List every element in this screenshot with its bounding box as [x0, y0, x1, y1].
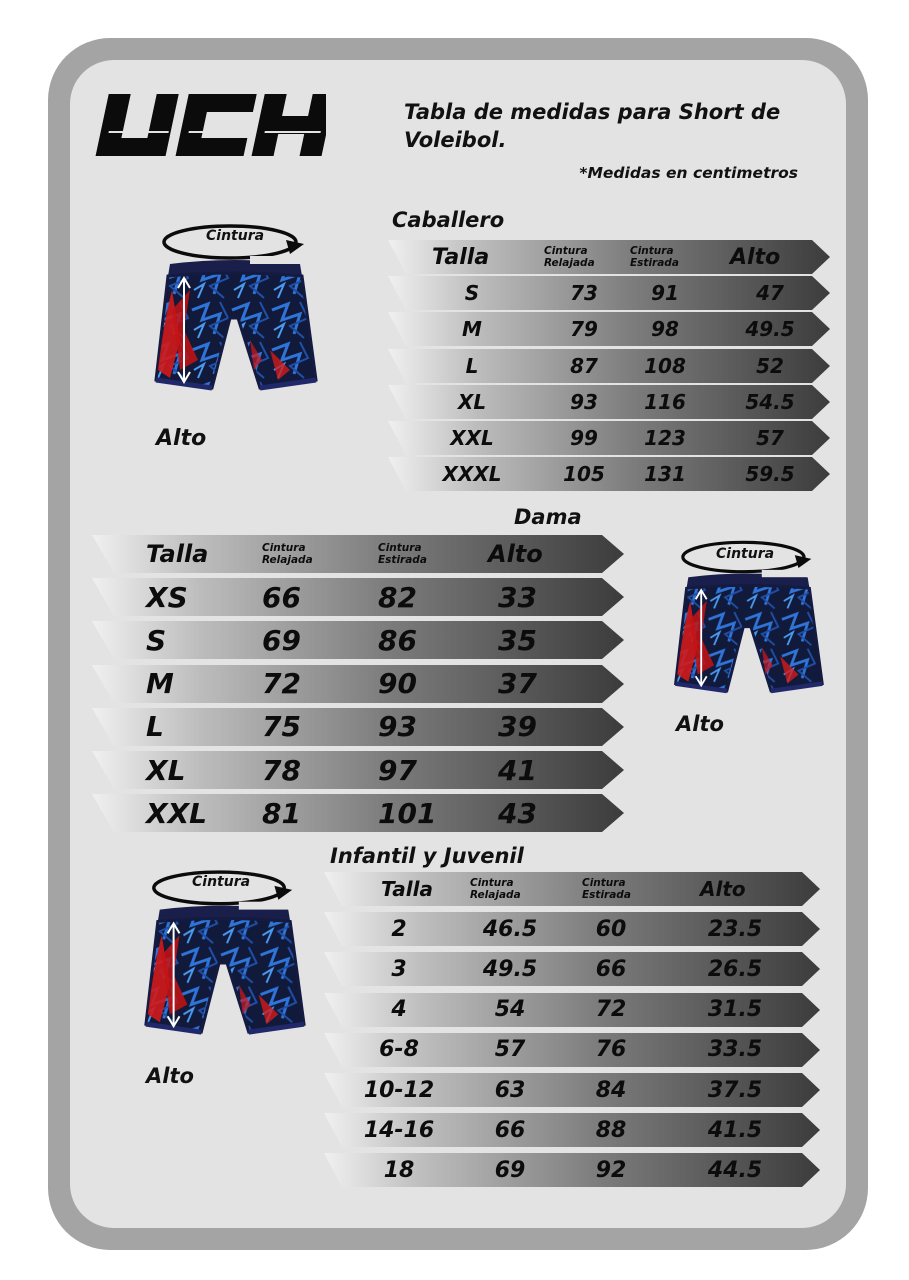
caballero-cell: XXL: [450, 426, 494, 450]
infantil-cell: 76: [595, 1037, 627, 1063]
infantil-cell: 33.5: [707, 1037, 763, 1063]
infantil-header-cintura-estirada: Cintura Estirada: [582, 877, 631, 901]
infantil-header-alto: Alto: [700, 877, 746, 901]
dama-header-cintura-relajada: Cintura Relajada: [262, 542, 313, 566]
height-label: Alto: [156, 426, 207, 451]
caballero-cell: M: [462, 317, 482, 342]
section-title-dama: Dama: [514, 505, 582, 529]
infantil-cell: 44.5: [707, 1157, 763, 1183]
caballero-cell: 98: [651, 317, 679, 342]
dama-cell: 93: [378, 710, 417, 744]
shorts-drawing: [150, 215, 320, 415]
infantil-cell: 63: [494, 1077, 526, 1103]
shorts-drawing: [670, 536, 826, 712]
dama-cell: 33: [498, 580, 537, 614]
dama-cell: M: [146, 667, 174, 701]
dama-cell: 101: [378, 796, 437, 830]
dama-cell: 39: [498, 710, 537, 744]
dama-cell: 82: [378, 580, 417, 614]
caballero-cell: 73: [570, 281, 598, 306]
caballero-cell: 79: [570, 317, 598, 342]
dama-cell: XS: [146, 580, 188, 614]
caballero-cell: 131: [644, 462, 686, 487]
infantil-cell: 37.5: [707, 1077, 763, 1103]
infantil-cell: 88: [595, 1117, 627, 1143]
infantil-cell: 57: [494, 1037, 526, 1063]
waist-label: Cintura: [716, 546, 775, 562]
caballero-header-talla: Talla: [432, 244, 490, 270]
infantil-cell: 46.5: [482, 916, 538, 942]
dama-cell: 90: [378, 667, 417, 701]
infantil-cell: 4: [391, 997, 407, 1023]
uch-logo: [94, 88, 326, 166]
infantil-header-talla: Talla: [381, 877, 433, 901]
infantil-cell: 54: [494, 997, 526, 1023]
caballero-header-cintura-estirada: Cintura Estirada: [630, 245, 679, 269]
dama-header-talla: Talla: [146, 540, 209, 568]
waist-label: Cintura: [206, 228, 265, 244]
waist-label: Cintura: [192, 874, 251, 890]
caballero-cell: 108: [644, 353, 686, 378]
dama-cell: 72: [262, 667, 301, 701]
units-note: *Medidas en centimetros: [579, 164, 798, 182]
dama-cell: XL: [146, 753, 186, 787]
infantil-cell: 14-16: [363, 1117, 435, 1143]
caballero-cell: 93: [570, 389, 598, 414]
caballero-cell: 52: [756, 353, 784, 378]
infantil-cell: 41.5: [707, 1117, 763, 1143]
infantil-cell: 60: [595, 916, 627, 942]
dama-cell: 43: [498, 796, 537, 830]
caballero-cell: 47: [756, 281, 784, 306]
infantil-cell: 84: [595, 1077, 627, 1103]
dama-header-cintura-estirada: Cintura Estirada: [378, 542, 427, 566]
infantil-cell: 69: [494, 1157, 526, 1183]
caballero-cell: L: [465, 353, 479, 378]
caballero-cell: 49.5: [745, 317, 795, 342]
infantil-cell: 66: [595, 956, 627, 982]
infantil-cell: 26.5: [707, 956, 763, 982]
infantil-cell: 72: [595, 997, 627, 1023]
infantil-cell: 66: [494, 1117, 526, 1143]
section-title-caballero: Caballero: [392, 208, 505, 232]
infantil-cell: 23.5: [707, 916, 763, 942]
infantil-header-cintura-relajada: Cintura Relajada: [470, 877, 521, 901]
infantil-cell: 2: [391, 916, 407, 942]
dama-header-alto: Alto: [488, 540, 543, 568]
infantil-cell: 3: [391, 956, 407, 982]
shorts-drawing: [140, 862, 308, 1058]
height-label: Alto: [146, 1064, 194, 1088]
infantil-cell: 49.5: [482, 956, 538, 982]
dama-cell: 81: [262, 796, 301, 830]
infantil-cell: 31.5: [707, 997, 763, 1023]
infantil-cell: 18: [383, 1157, 415, 1183]
caballero-cell: 87: [570, 353, 598, 378]
caballero-cell: S: [464, 281, 480, 306]
dama-cell: 35: [498, 623, 537, 657]
dama-cell: 37: [498, 667, 537, 701]
caballero-cell: 105: [563, 462, 605, 487]
dama-cell: S: [146, 623, 167, 657]
caballero-cell: 54.5: [745, 389, 795, 414]
dama-cell: 78: [262, 753, 301, 787]
page-title: Tabla de medidas para Short de Voleibol.: [404, 100, 781, 152]
caballero-cell: 91: [651, 281, 679, 306]
dama-cell: L: [146, 710, 164, 744]
caballero-cell: 99: [570, 426, 598, 450]
caballero-cell: 57: [756, 426, 784, 450]
caballero-header-alto: Alto: [730, 244, 781, 270]
caballero-cell: 123: [644, 426, 686, 450]
dama-cell: 41: [498, 753, 537, 787]
caballero-cell: 116: [644, 389, 686, 414]
infantil-cell: 92: [595, 1157, 627, 1183]
dama-cell: 86: [378, 623, 417, 657]
dama-cell: 69: [262, 623, 301, 657]
section-title-infantil: Infantil y Juvenil: [330, 844, 524, 868]
dama-cell: 75: [262, 710, 301, 744]
caballero-header-cintura-relajada: Cintura Relajada: [544, 245, 595, 269]
infantil-cell: 6-8: [379, 1037, 419, 1063]
dama-cell: XXL: [146, 796, 208, 830]
caballero-cell: XXXL: [442, 462, 502, 487]
caballero-cell: XL: [457, 389, 487, 414]
dama-cell: 97: [378, 753, 417, 787]
infantil-cell: 10-12: [363, 1077, 435, 1103]
dama-cell: 66: [262, 580, 301, 614]
caballero-cell: 59.5: [745, 462, 795, 487]
height-label: Alto: [676, 712, 724, 736]
